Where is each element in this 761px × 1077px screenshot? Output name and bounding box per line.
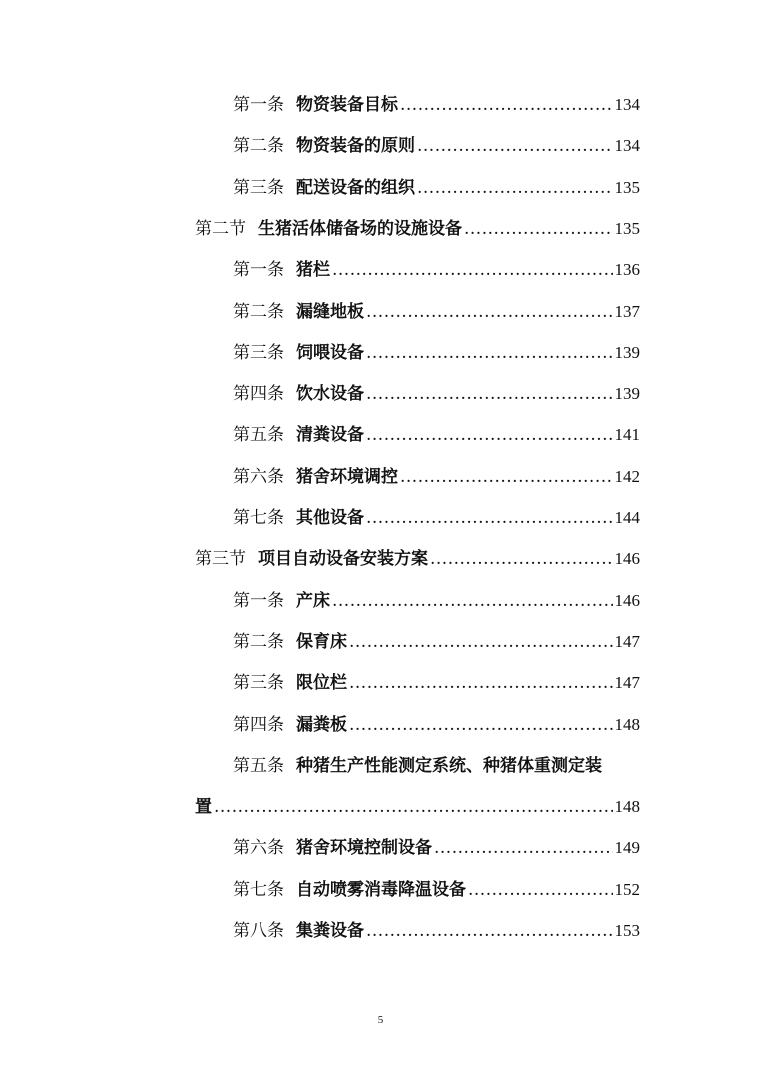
toc-entry[interactable] [233,173,640,203]
toc-entry-page: 141 [614,425,640,445]
toc-dot-leader [214,792,613,822]
toc-entry-number: 第四条 [233,714,284,735]
toc-entry-title: 项目自动设备安装方案 [258,549,428,570]
toc-entry-title: 自动喷雾消毒降温设备 [296,879,466,900]
toc-entry[interactable] [233,751,640,781]
toc-entry-page: 149 [614,838,640,858]
toc-entry-title: 种猪生产性能测定系统、种猪体重测定装 [296,755,602,776]
toc-section-entry[interactable] [195,214,640,244]
toc-entry[interactable] [233,379,640,409]
toc-entry-page: 147 [614,631,640,651]
toc-entry-page: 148 [614,714,640,734]
toc-entry-title: 配送设备的组织 [296,177,415,198]
toc-entry-title: 产床 [296,590,330,611]
toc-section-entry[interactable] [195,544,640,574]
toc-entry-page: 135 [614,218,640,238]
toc-entry[interactable] [233,338,640,368]
toc-entry-title: 集粪设备 [296,921,364,941]
toc-entry-title: 猪舍环境调控 [296,466,398,487]
toc-entry-title: 饮水设备 [296,384,364,405]
toc-entry-number: 第三条 [233,673,284,694]
toc-entry[interactable] [233,297,640,327]
toc-entry[interactable] [233,627,640,657]
toc-entry-number: 第四条 [233,384,284,405]
toc-entry-page: 153 [614,921,640,940]
toc-dot-leader [366,379,613,409]
toc-entry-number: 第一条 [233,590,284,611]
toc-dot-leader [400,90,613,120]
toc-entry-page: 142 [614,466,640,486]
page-number: 5 [377,1014,384,1026]
toc-entry-title: 猪舍环境控制设备 [296,838,432,859]
toc-entry-number: 第一条 [233,260,284,281]
toc-dot-leader [366,503,613,533]
toc-dot-leader [332,586,613,616]
toc-entry-number: 第六条 [233,838,284,859]
toc-entry[interactable] [233,420,640,450]
toc-entry[interactable] [233,90,640,120]
toc-dot-leader [417,173,613,203]
toc-dot-leader [349,668,613,698]
toc-entry-title: 猪栏 [296,260,330,281]
toc-entry-number: 第六条 [233,466,284,487]
toc-dot-leader [349,710,613,740]
toc-entry-page: 136 [614,260,640,280]
toc-entry-number: 第二节 [195,218,246,239]
toc-entry-number: 第二条 [233,301,284,322]
toc-dot-leader [468,875,613,905]
toc-entry-number: 第七条 [233,879,284,900]
toc-dot-leader [332,255,613,285]
toc-entry[interactable] [233,503,640,533]
toc-dot-leader [430,544,613,574]
toc-entry-page: 134 [614,136,640,156]
toc-entry-page: 148 [614,797,640,817]
toc-entry-page: 152 [614,879,640,899]
toc-entry-page: 147 [614,673,640,693]
toc-entry-number: 第三节 [195,549,246,570]
toc-entry[interactable] [233,875,640,905]
toc-entry-title: 清粪设备 [296,425,364,446]
toc-dot-leader [464,214,613,244]
toc-entry[interactable] [233,131,640,161]
toc-entry-number: 第三条 [233,342,284,363]
toc-entry-title: 置 [195,797,212,818]
toc-entry[interactable] [233,710,640,740]
toc-entry[interactable] [233,255,640,285]
toc-entry-page: 139 [614,342,640,362]
toc-entry[interactable] [233,668,640,698]
toc-entry[interactable] [233,586,640,616]
toc-dot-leader [366,297,613,327]
toc-dot-leader [417,131,613,161]
toc-entry-number: 第三条 [233,177,284,198]
toc-entry[interactable] [233,462,640,492]
toc-entry-title: 饲喂设备 [296,342,364,363]
toc-entry-page: 146 [614,549,640,569]
toc-entry-title: 漏缝地板 [296,301,364,322]
toc-dot-leader [366,420,613,450]
toc-entry-number: 第二条 [233,136,284,157]
toc-dot-leader [366,916,613,946]
toc-entry-title: 保育床 [296,631,347,652]
toc-dot-leader [400,462,613,492]
toc-entry-title: 其他设备 [296,508,364,528]
toc-entry-page: 135 [614,177,640,197]
toc-entry-number: 第二条 [233,631,284,652]
toc-entry[interactable] [233,833,640,863]
toc-entry-number: 第七条 [233,508,284,528]
toc-entry-page: 144 [614,508,640,527]
toc-entry-title: 物资装备的原则 [296,136,415,157]
toc-dot-leader [349,627,613,657]
toc-entry-page: 134 [614,95,640,114]
toc-entry-number: 第五条 [233,425,284,446]
toc-entry-number: 第五条 [233,755,284,776]
toc-dot-leader [434,833,613,863]
toc-entry-page: 139 [614,384,640,404]
toc-entry-number: 第八条 [233,921,284,941]
toc-entry[interactable] [195,792,640,822]
toc-entry-page: 146 [614,590,640,610]
toc-entry-title: 限位栏 [296,673,347,694]
toc-entry[interactable] [233,916,640,946]
toc-dot-leader [366,338,613,368]
toc-entry-number: 第一条 [233,95,284,115]
toc-entry-page: 137 [614,301,640,321]
toc-entry-title: 漏粪板 [296,714,347,735]
toc-entry-title: 生猪活体储备场的设施设备 [258,218,462,239]
toc-entry-title: 物资装备目标 [296,95,398,115]
